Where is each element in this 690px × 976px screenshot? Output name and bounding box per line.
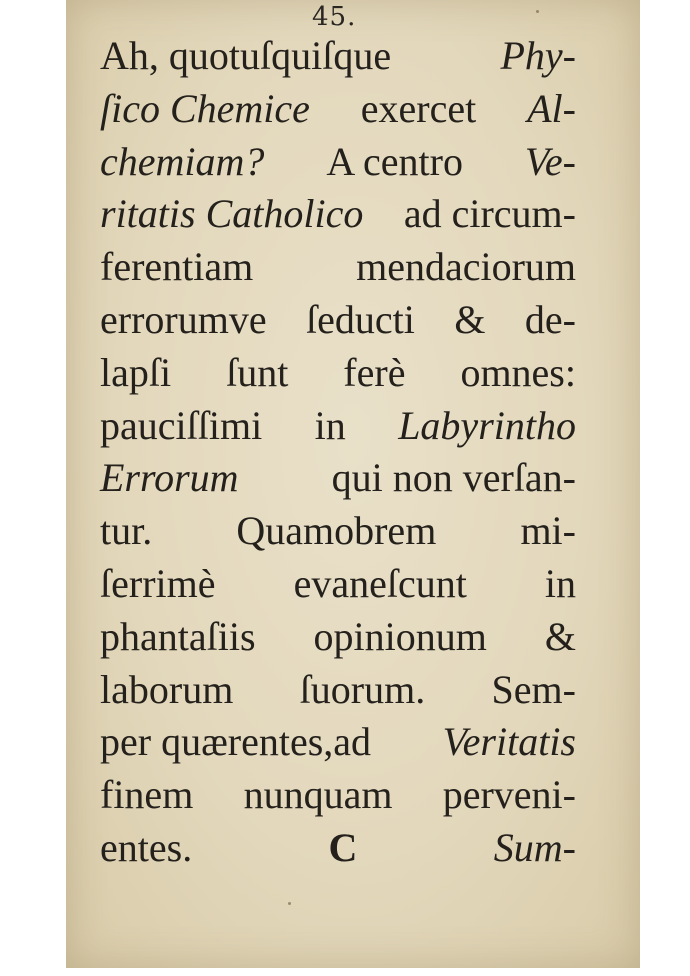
text-line [100, 452, 576, 505]
italic-word: Labyrintho [398, 402, 576, 448]
word: laborum [100, 666, 234, 712]
page-number: 45. [312, 2, 357, 32]
text-line [100, 83, 576, 136]
word: lapſi [100, 349, 172, 395]
italic-word: Al- [527, 85, 576, 131]
text-line [100, 611, 576, 664]
word: finem [100, 772, 194, 818]
word: nunquam [243, 772, 393, 818]
word: phantaſiis [100, 613, 256, 659]
paper-speck [288, 902, 291, 905]
word: ſerrimè [100, 560, 216, 606]
italic-word: ritatis Catholico [100, 191, 364, 237]
word: A centro [326, 138, 463, 184]
word: ferentiam [100, 244, 254, 290]
italic-word: Ve- [524, 138, 576, 184]
word: Quamobrem [236, 508, 437, 554]
word: per quærentes,ad [100, 719, 372, 765]
word: ſuorum. [299, 666, 426, 712]
word: Sem- [491, 666, 576, 712]
word: mi- [520, 508, 576, 554]
text-line [100, 505, 576, 558]
word: pauciſſimi [100, 402, 263, 448]
text-line [100, 716, 576, 769]
word: ſeducti [306, 296, 415, 342]
italic-word: Errorum [100, 455, 239, 501]
word: errorumve [100, 296, 267, 342]
word: mendaciorum [356, 244, 576, 290]
word: entes. [100, 824, 193, 870]
text-line [100, 188, 576, 241]
paper-speck [536, 10, 539, 13]
italic-word: ſico Chemice [100, 85, 310, 131]
italic-word: Veritatis [442, 719, 576, 765]
word: ferè [343, 349, 406, 395]
word: exercet [360, 85, 477, 131]
text-line [100, 241, 576, 294]
word: Ah, quotuſquiſque [100, 33, 392, 78]
text-line [100, 400, 576, 453]
text-line [100, 664, 576, 717]
word: & [454, 296, 486, 342]
text-line [100, 347, 576, 400]
italic-word: Sum- [493, 824, 576, 870]
italic-word: Phy- [500, 33, 576, 78]
word: & [544, 613, 576, 659]
word: tur. [100, 508, 153, 554]
text-line [100, 558, 576, 611]
text-line [100, 136, 576, 189]
word: in [314, 402, 346, 448]
word: ſunt [226, 349, 289, 395]
word: in [544, 560, 576, 606]
word: perveni- [442, 772, 576, 818]
body-text [100, 30, 576, 875]
text-line-catchword [100, 822, 576, 875]
text-line [100, 769, 576, 822]
word: de- [524, 296, 576, 342]
word: omnes: [460, 349, 576, 395]
italic-word: chemiam? [100, 138, 265, 184]
text-line [100, 294, 576, 347]
word: evaneſcunt [293, 560, 467, 606]
word: opinionum [313, 613, 487, 659]
signature-mark: C [328, 824, 358, 870]
word: ad circum- [403, 191, 576, 237]
text-line [100, 30, 576, 83]
word: qui non verſan- [331, 455, 576, 501]
book-page [66, 0, 640, 968]
